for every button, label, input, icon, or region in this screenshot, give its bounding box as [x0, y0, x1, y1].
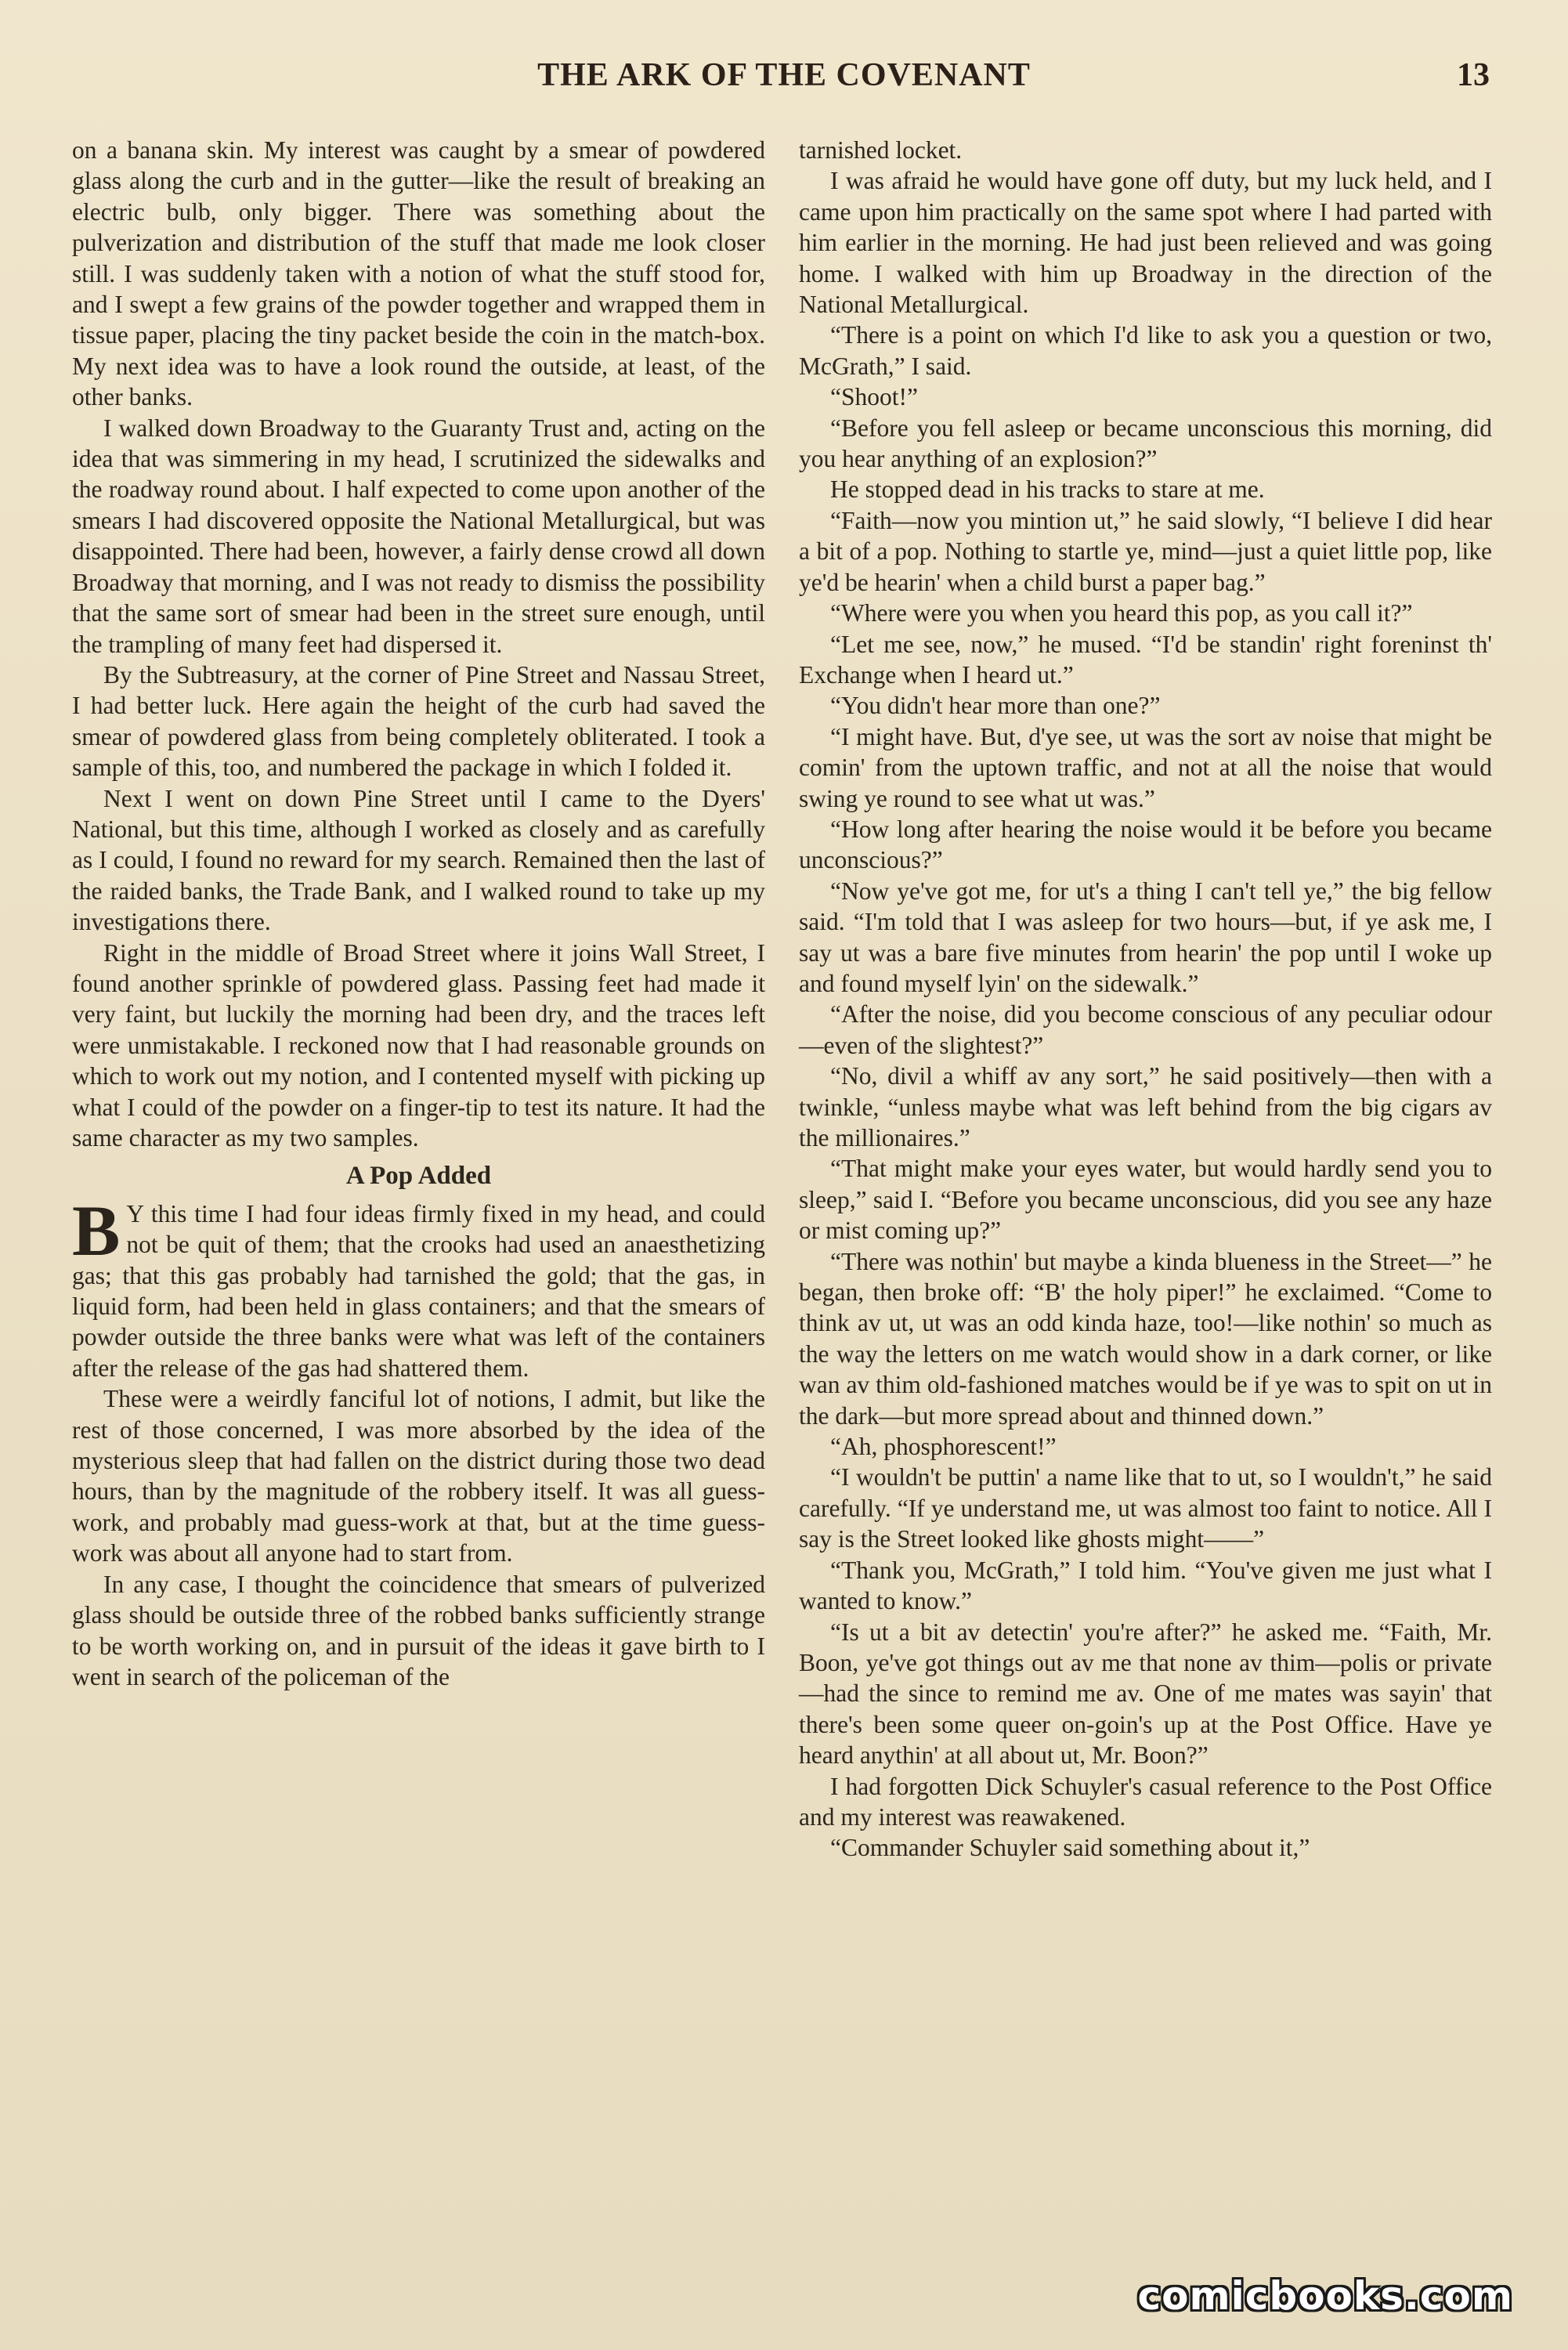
paragraph: I had forgotten Dick Schuyler's casual reference to the Post Office and my interest was reawakened.: [799, 1772, 1492, 1831]
paragraph: I was afraid he would have gone off duty, but my luck held, and I came upon him practically on the same spot where I had parted with him earlier in the morning. He had just been relieved and was going home. I walked with him up Broadway in the direction of the National Metallurgical.: [799, 167, 1492, 319]
paragraph: “Commander Schuyler said something about it,”: [830, 1834, 1310, 1862]
paragraph: “Faith—now you mintion ut,” he said slowly, “I believe I did hear a bit of a pop. Nothing to startle ye, mind—just a quiet little pop, like ye'd be hearin' when a child burst a paper bag.”: [799, 506, 1492, 596]
site-watermark: comicbooks.com: [1137, 2273, 1513, 2319]
paragraph: “Thank you, McGrath,” I told him. “You've given me just what I wanted to know.”: [799, 1556, 1492, 1615]
paragraph-text: Y this time I had four ideas firmly fixed in my head, and could not be quit of them; that the crooks had used an anaesthetizing gas; that this gas probably had tarnished the gold; that the gas, in liquid form, had been held in glass containers; and that the smears of powder outside the three banks were what was left of the containers after the release of the gas had shattered them.: [72, 1199, 765, 1382]
paragraph: “Now ye've got me, for ut's a thing I can't tell ye,” the big fellow said. “I'm told that I was asleep for two hours—but, if ye ask me, I say ut was a bare five minutes from hearin' the pop until I woke up and found myself lyin' on the sidewalk.”: [799, 877, 1492, 997]
page-header: [70, 56, 1498, 111]
paragraph: In any case, I thought the coincidence that smears of pulverized glass should be outside three of the robbed banks sufficiently strange to be worth working on, and in pursuit of the ideas it gave birth to I went in search of the policeman of the: [72, 1570, 765, 1690]
paragraph: “Before you fell asleep or became unconscious this morning, did you hear anything of an explosion?”: [799, 414, 1492, 473]
paragraph: “I wouldn't be puttin' a name like that to ut, so I wouldn't,” he said carefully. “If ye understand me, ut was almost too faint to notice. All I say is the Street looked like ghosts might——”: [799, 1463, 1492, 1553]
paragraph-dropcap: [72, 1190, 765, 1383]
paragraph: tarnished locket.: [799, 136, 963, 164]
paragraph: “There was nothin' but maybe a kinda blueness in the Street—” he began, then broke off: “B' the holy piper!” he exclaimed. “Come to think av ut, ut was an odd kinda haze, too!—like nothin' so much as the way the letters on me watch would show in a dark corner, or like wan av thim old-fashioned matches would be if ye was to spit on ut in the dark—but more spread about and thinned down.”: [799, 1247, 1492, 1430]
paragraph: “You didn't hear more than one?”: [830, 692, 1161, 720]
paragraph: “Ah, phosphorescent!”: [830, 1433, 1057, 1461]
paragraph: “There is a point on which I'd like to ask you a question or two, McGrath,” I said.: [799, 321, 1492, 380]
paragraph: “Let me see, now,” he mused. “I'd be standin' right foreninst th' Exchange when I heard ut.”: [799, 630, 1492, 689]
paragraph: These were a weirdly fanciful lot of notions, I admit, but like the rest of those concerned, I was more absorbed by the idea of the mysterious sleep that had fallen on the district during those two dead hours, than by the magnitude of the robbery itself. It was all guess-work, and probably mad guess-work at that, but at the time guess-work was about all anyone had to start from.: [72, 1385, 765, 1567]
right-column: [799, 135, 1492, 1864]
paragraph: Next I went on down Pine Street until I came to the Dyers' National, but this time, although I worked as closely and as carefully as I could, I found no reward for my search. Remained then the last of the raided banks, the Trade Bank, and I walked round to take up my investigations there.: [72, 784, 765, 936]
paragraph: “Shoot!”: [830, 383, 918, 411]
paragraph: “Is ut a bit av detectin' you're after?” he asked me. “Faith, Mr. Boon, ye've got things out av me that none av thim—polis or private—had the since to remind me av. One of me mates was sayin' that there's been some queer on-goin's up at the Post Office. Have ye heard anythin' at all about ut, Mr. Boon?”: [799, 1618, 1492, 1770]
paragraph: Right in the middle of Broad Street where it joins Wall Street, I found another sprinkle of powdered glass. Passing feet had made it very faint, but luckily the morning had been dry, and the traces left were unmistakable. I reckoned now that I had reasonable grounds on which to work out my notion, and I contented myself with picking up what I could of the powder on a finger-tip to test its nature. It had the same character as my two samples.: [72, 938, 765, 1152]
page-number: 13: [1457, 57, 1490, 93]
left-column: [72, 135, 765, 1692]
paragraph: “After the noise, did you become conscious of any peculiar odour—even of the slightest?”: [799, 1000, 1492, 1059]
paragraph: I walked down Broadway to the Guaranty Trust and, acting on the idea that was simmering in my head, I scrutinized the sidewalks and the roadway round about. I half expected to come upon another of the smears I had discovered opposite the National Metallurgical, but was disappointed. There had been, however, a fairly dense crowd all down Broadway that morning, and I was not ready to dismiss the possibility that the same sort of smear had been in the street sure enough, until the trampling of many feet had dispersed it.: [72, 414, 765, 658]
paragraph: “That might make your eyes water, but would hardly send you to sleep,” said I. “Before you became unconscious, did you see any haze or mist coming up?”: [799, 1155, 1492, 1245]
paragraph: “No, divil a whiff av any sort,” he said positively—then with a twinkle, “unless maybe what was left behind from the big cigars av the millionaires.”: [799, 1062, 1492, 1152]
paragraph: on a banana skin. My interest was caught by a smear of powdered glass along the curb and in the gutter—like the result of breaking an electric bulb, only bigger. There was something about the pulverization and distribution of the stuff that made me look closer still. I was suddenly taken with a notion of what the stuff stood for, and I swept a few grains of the powder together and wrapped them in tissue paper, placing the tiny packet beside the coin in the match-box. My next idea was to have a look round the outside, at least, of the other banks.: [72, 136, 765, 411]
paragraph: “I might have. But, d'ye see, ut was the sort av noise that might be comin' from the uptown traffic, and not at all the noise that would swing ye round to see what ut was.”: [799, 722, 1492, 812]
drop-cap-letter: B: [72, 1190, 121, 1271]
running-title: THE ARK OF THE COVENANT: [537, 57, 1031, 93]
paragraph: “Where were you when you heard this pop, as you call it?”: [830, 599, 1413, 627]
paragraph: He stopped dead in his tracks to stare at me.: [830, 475, 1265, 504]
paragraph: By the Subtreasury, at the corner of Pine Street and Nassau Street, I had better luck. Here again the height of the curb had saved the smear of powdered glass from being completely obliterated. I took a sample of this, too, and numbered the package in which I folded it.: [72, 660, 765, 782]
paragraph: “How long after hearing the noise would it be before you became unconscious?”: [799, 815, 1492, 874]
section-subheading: A Pop Added: [345, 1162, 492, 1191]
